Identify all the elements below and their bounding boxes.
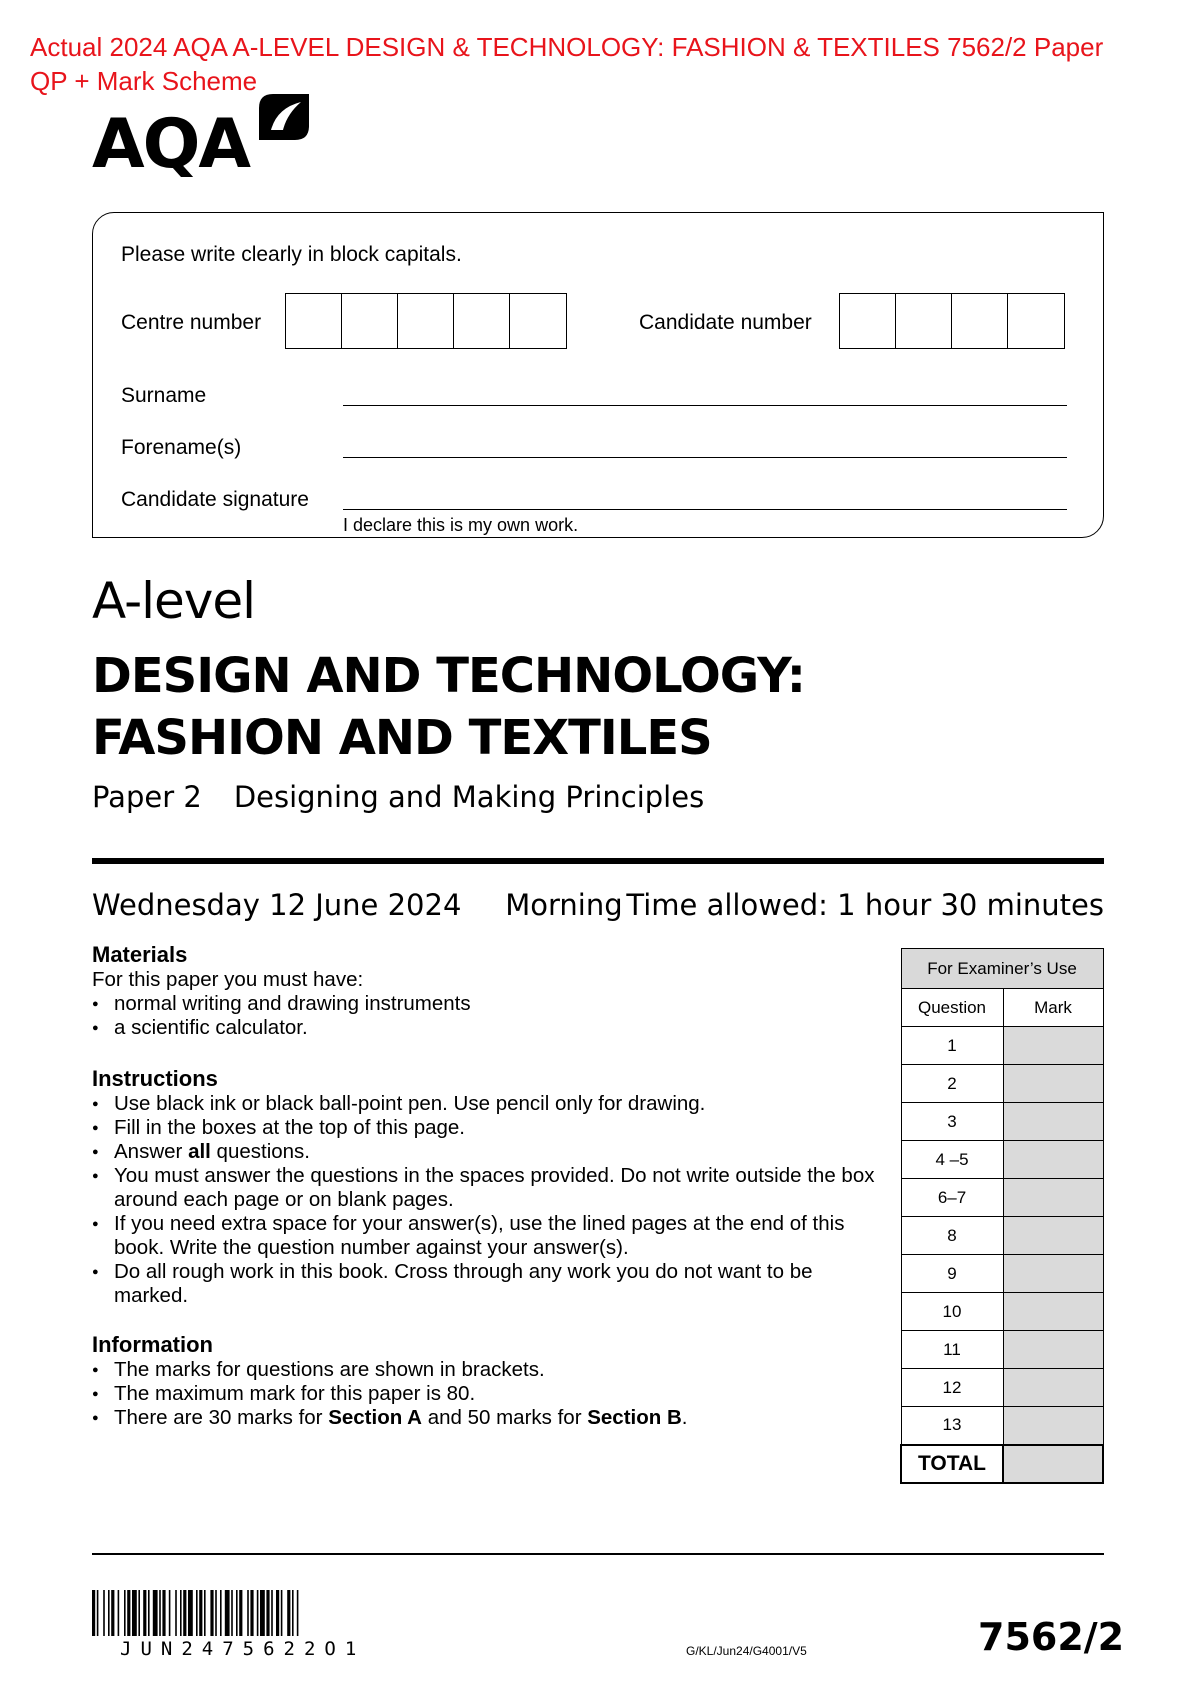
digit-box[interactable] (454, 294, 510, 348)
barcode-bar (111, 1590, 114, 1636)
barcode-bar (103, 1590, 105, 1636)
time-allowed: Time allowed: 1 hour 30 minutes (626, 888, 1104, 922)
mark-cell (1003, 1255, 1103, 1293)
divider (92, 858, 1104, 864)
mark-cell (1003, 1407, 1103, 1445)
instruction-item: ● If you need extra space for your answer(s), use the lined pages at the end of this book. Write the question number against your answer(s). (92, 1212, 882, 1260)
mark-cell (1003, 1217, 1103, 1255)
barcode-bar (162, 1590, 165, 1636)
barcode-bar (276, 1590, 279, 1636)
mark-cell (1003, 1065, 1103, 1103)
total-mark-cell (1003, 1445, 1103, 1483)
barcode-bar (266, 1590, 269, 1636)
information-heading: Information (92, 1332, 213, 1357)
instruction-item: ● Answer all questions. (92, 1140, 882, 1164)
total-label: TOTAL (901, 1445, 1003, 1483)
subject-title-line-1: DESIGN AND TECHNOLOGY: (92, 648, 805, 704)
barcode-bar (196, 1590, 198, 1636)
digit-box[interactable] (952, 294, 1008, 348)
banner-line-1: Actual 2024 AQA A-LEVEL DESIGN & TECHNOLOGY: FASHION & TEXTILES 7562/2 Paper (30, 32, 1104, 62)
question-number: 1 (901, 1027, 1003, 1065)
barcode-bar (231, 1590, 233, 1636)
barcode-bar (183, 1590, 186, 1636)
barcode-bar (287, 1590, 290, 1636)
barcode-bar (92, 1590, 95, 1636)
instruction-item: ● Fill in the boxes at the top of this page. (92, 1116, 882, 1140)
barcode-bar (236, 1590, 238, 1636)
barcode-bar (143, 1590, 146, 1636)
question-column-header: Question (901, 989, 1003, 1027)
exam-session: Morning (505, 888, 623, 922)
materials-heading: Materials (92, 942, 188, 967)
barcode-bar (124, 1590, 126, 1636)
digit-box[interactable] (286, 294, 342, 348)
barcode-icon (92, 1590, 472, 1636)
question-number: 9 (901, 1255, 1003, 1293)
paper-name: Designing and Making Principles (233, 780, 705, 814)
instruction-item: ● You must answer the questions in the spaces provided. Do not write outside the box around each page or on blank pages. (92, 1164, 882, 1212)
signature-label: Candidate signature (121, 488, 309, 511)
barcode-bar (153, 1590, 158, 1636)
candidate-number-field[interactable] (839, 293, 1065, 349)
digit-box[interactable] (510, 294, 566, 348)
information-section (92, 1332, 882, 1430)
signature-field[interactable] (343, 509, 1067, 510)
barcode-bar (210, 1590, 213, 1636)
question-number: 8 (901, 1217, 1003, 1255)
information-item: ● The marks for questions are shown in brackets. (92, 1358, 882, 1382)
barcode-text: JUN2475622O1 (120, 1638, 366, 1660)
barcode-bar (215, 1590, 217, 1636)
barcode-bar (292, 1590, 294, 1636)
barcode-bar (271, 1590, 273, 1636)
question-number: 10 (901, 1293, 1003, 1331)
barcode-bar (220, 1590, 222, 1636)
digit-box[interactable] (896, 294, 952, 348)
instruction-item: ● Use black ink or black ball-point pen. Use pencil only for drawing. (92, 1092, 882, 1116)
logo-text: AQA (92, 105, 250, 184)
subject-title (92, 645, 805, 769)
barcode-bar (97, 1590, 99, 1636)
barcode-bar (118, 1590, 120, 1636)
barcode-bar (260, 1590, 265, 1636)
barcode-bar (132, 1590, 137, 1636)
exam-date: Wednesday 12 June 2024 (92, 888, 462, 922)
paper-number: Paper 2 (92, 780, 202, 814)
barcode-bar (159, 1590, 161, 1636)
question-number: 4 –5 (901, 1141, 1003, 1179)
barcode-bar (175, 1590, 177, 1636)
mark-cell (1003, 1027, 1103, 1065)
forename-label: Forename(s) (121, 436, 242, 459)
logo-mark-icon (255, 88, 313, 146)
information-item: ● The maximum mark for this paper is 80. (92, 1382, 882, 1406)
barcode-bar (127, 1590, 130, 1636)
barcode-bar (108, 1590, 110, 1636)
footer-divider (92, 1553, 1104, 1555)
digit-box[interactable] (840, 294, 896, 348)
question-number: 12 (901, 1369, 1003, 1407)
question-number: 3 (901, 1103, 1003, 1141)
barcode-bar (148, 1590, 150, 1636)
barcode-bar (225, 1590, 230, 1636)
document-reference: G/KL/Jun24/G4001/V5 (686, 1644, 807, 1658)
question-number: 13 (901, 1407, 1003, 1445)
examiners-use-heading: For Examiner’s Use (901, 949, 1103, 989)
mark-cell (1003, 1369, 1103, 1407)
centre-number-field[interactable] (285, 293, 567, 349)
candidate-number-label: Candidate number (639, 311, 812, 334)
instruction-item: ● Do all rough work in this book. Cross through any work you do not want to be marked. (92, 1260, 882, 1308)
barcode-bar (247, 1590, 249, 1636)
information-item: ● There are 30 marks for Section A and 50 marks for Section B. (92, 1406, 882, 1430)
digit-box[interactable] (1008, 294, 1064, 348)
qualification-level: A-level (92, 572, 256, 630)
materials-intro: For this paper you must have: (92, 968, 364, 991)
candidate-details-box (92, 212, 1104, 538)
paper-info (92, 780, 704, 814)
exam-date-row (92, 888, 1104, 922)
barcode-bar (281, 1590, 283, 1636)
materials-item: ● a scientific calculator. (92, 1016, 882, 1040)
materials-section (92, 942, 882, 1040)
mark-cell (1003, 1293, 1103, 1331)
mark-cell (1003, 1103, 1103, 1141)
surname-label: Surname (121, 384, 207, 407)
surname-field[interactable] (343, 405, 1067, 406)
instructions-section (92, 1066, 882, 1308)
question-number: 6–7 (901, 1179, 1003, 1217)
centre-number-label: Centre number (121, 311, 262, 334)
examiners-use-table (900, 948, 1104, 1484)
barcode-bar (199, 1590, 202, 1636)
block-capitals-instruction: Please write clearly in block capitals. (121, 243, 462, 266)
barcode-bar (297, 1590, 299, 1636)
barcode-bar (250, 1590, 253, 1636)
subject-title-line-2: FASHION AND TEXTILES (92, 710, 712, 766)
barcode-bar (138, 1590, 140, 1636)
barcode-bar (204, 1590, 206, 1636)
barcode-bar (180, 1590, 182, 1636)
barcode-bar (257, 1590, 259, 1636)
barcode-bar (188, 1590, 193, 1636)
forename-field[interactable] (343, 457, 1067, 458)
materials-item: ● normal writing and drawing instruments (92, 992, 882, 1016)
banner-line-2: QP + Mark Scheme (30, 66, 258, 96)
mark-column-header: Mark (1003, 989, 1103, 1027)
question-number: 11 (901, 1331, 1003, 1369)
declaration-text: I declare this is my own work. (343, 515, 579, 535)
digit-box[interactable] (342, 294, 398, 348)
mark-cell (1003, 1141, 1103, 1179)
instructions-heading: Instructions (92, 1066, 218, 1091)
paper-code: 7562/2 (978, 1615, 1125, 1659)
question-number: 2 (901, 1065, 1003, 1103)
mark-cell (1003, 1331, 1103, 1369)
barcode-bar (169, 1590, 171, 1636)
digit-box[interactable] (398, 294, 454, 348)
barcode-bar (239, 1590, 242, 1636)
mark-cell (1003, 1179, 1103, 1217)
aqa-logo (92, 88, 313, 190)
